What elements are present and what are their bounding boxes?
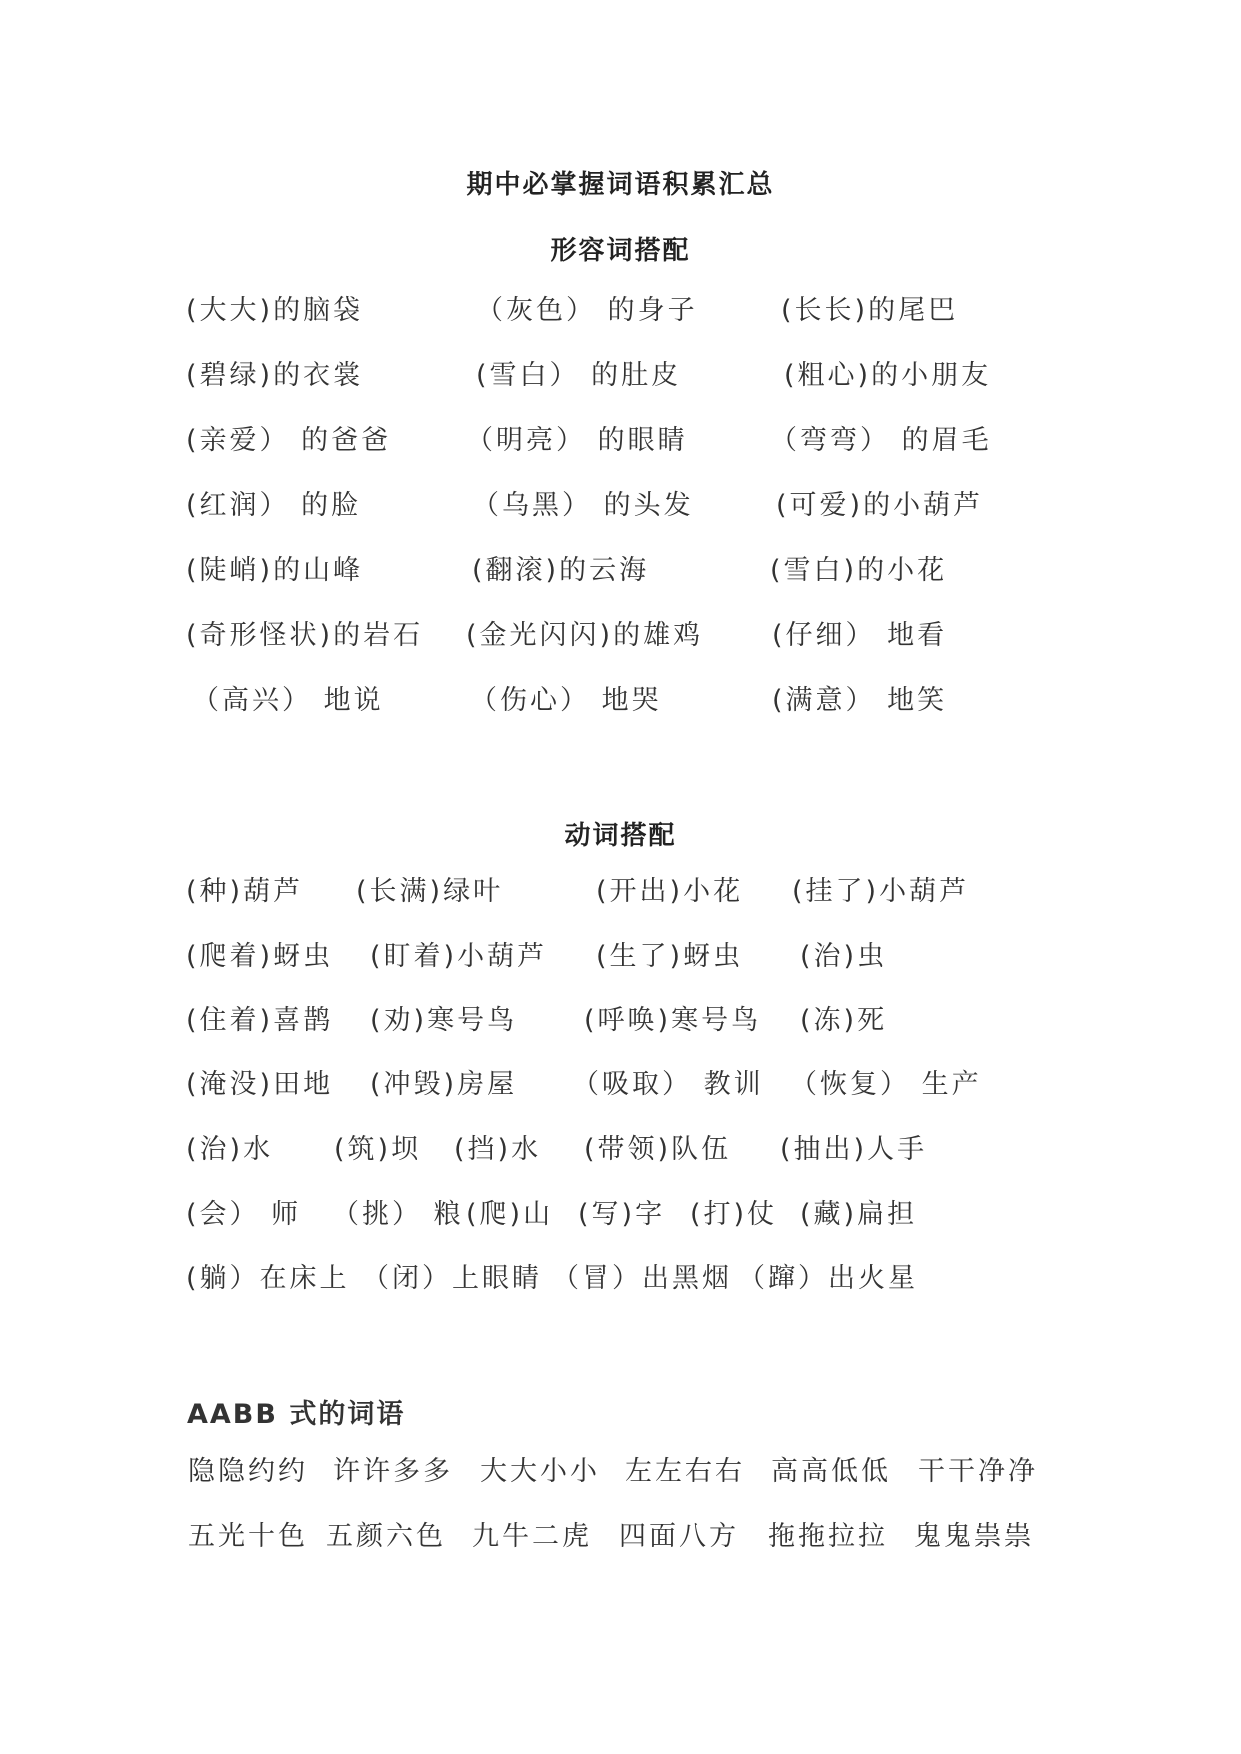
adjective-item: (亲爱） 的爸爸 [186, 425, 392, 456]
adjective-item: (金光闪闪)的雄鸡 [466, 620, 704, 651]
verb-section-heading: 动词搭配 [564, 821, 677, 851]
adjective-item: (大大)的脑袋 [186, 295, 364, 326]
aabb-word: 左左右右 [625, 1456, 745, 1487]
adjective-item: (翻滚)的云海 [472, 555, 650, 586]
aabb-word: 五颜六色 [326, 1521, 446, 1552]
verb-item: (开出)小花 [596, 876, 744, 907]
verb-item: (带领)队伍 [584, 1134, 732, 1165]
verb-item: (劝)寒号鸟 [370, 1005, 518, 1036]
verb-item: (冻)死 [800, 1005, 888, 1036]
aabb-word: 高高低低 [771, 1456, 891, 1487]
verb-item: (躺）在床上 [186, 1263, 350, 1294]
adjective-item: (红润） 的脸 [186, 490, 362, 521]
verb-item: (呼唤)寒号鸟 [584, 1005, 762, 1036]
aabb-section-heading: AABB 式的词语 [187, 1399, 406, 1430]
aabb-word: 拖拖拉拉 [768, 1521, 888, 1552]
verb-item: (写)字 [578, 1199, 666, 1230]
verb-item: （冒）出黑烟 [552, 1263, 732, 1294]
verb-item: (打)仗 [690, 1199, 778, 1230]
verb-item: (住着)喜鹊 [186, 1005, 334, 1036]
verb-item: (会） 师 [186, 1199, 302, 1230]
adjective-section-heading: 形容词搭配 [550, 236, 691, 266]
verb-item: （挑） 粮 [332, 1199, 464, 1230]
verb-item: (挡)水 [454, 1134, 542, 1165]
verb-item: (筑)坝 [334, 1134, 422, 1165]
aabb-word: 九牛二虎 [472, 1521, 592, 1552]
verb-item: （恢复） 生产 [790, 1069, 982, 1100]
aabb-word: 许许多多 [333, 1456, 453, 1487]
adjective-item: (陡峭)的山峰 [186, 555, 364, 586]
adjective-item: （弯弯） 的眉毛 [770, 425, 992, 456]
adjective-item: (粗心)的小朋友 [784, 360, 992, 391]
adjective-item: （乌黑） 的头发 [472, 490, 694, 521]
page-title: 期中必掌握词语积累汇总 [466, 170, 775, 200]
verb-item: (治)水 [186, 1134, 274, 1165]
adjective-item: (碧绿)的衣裳 [186, 360, 364, 391]
verb-item: （闭）上眼睛 [362, 1263, 542, 1294]
verb-item: (挂了)小葫芦 [792, 876, 970, 907]
aabb-word: 干干净净 [918, 1456, 1038, 1487]
verb-item: (爬)山 [466, 1199, 554, 1230]
adjective-item: (可爱)的小葫芦 [776, 490, 984, 521]
aabb-word: 五光十色 [188, 1521, 308, 1552]
adjective-item: (仔细） 地看 [772, 620, 948, 651]
verb-item: (种)葫芦 [186, 876, 304, 907]
adjective-item: (雪白)的小花 [770, 555, 948, 586]
aabb-word: 隐隐约约 [188, 1456, 308, 1487]
verb-item: (生了)蚜虫 [596, 941, 744, 972]
verb-item: (爬着)蚜虫 [186, 941, 334, 972]
adjective-item: (雪白） 的肚皮 [476, 360, 682, 391]
aabb-word: 鬼鬼祟祟 [914, 1521, 1034, 1552]
verb-item: （吸取） 教训 [572, 1069, 764, 1100]
verb-item: (淹没)田地 [186, 1069, 334, 1100]
adjective-item: （高兴） 地说 [192, 685, 384, 716]
aabb-word: 四面八方 [619, 1521, 739, 1552]
verb-item: (冲毁)房屋 [370, 1069, 518, 1100]
verb-item: (长满)绿叶 [356, 876, 504, 907]
verb-item: (治)虫 [800, 941, 888, 972]
verb-item: (藏)扁担 [800, 1199, 918, 1230]
adjective-item: (满意） 地笑 [772, 685, 948, 716]
adjective-item: (长长)的尾巴 [781, 295, 959, 326]
aabb-word: 大大小小 [480, 1456, 600, 1487]
verb-item: (盯着)小葫芦 [370, 941, 548, 972]
verb-item: (抽出)人手 [780, 1134, 928, 1165]
verb-item: （蹿）出火星 [738, 1263, 918, 1294]
adjective-item: （灰色） 的身子 [476, 295, 698, 326]
adjective-item: （伤心） 地哭 [470, 685, 662, 716]
adjective-item: （明亮） 的眼睛 [466, 425, 688, 456]
adjective-item: (奇形怪状)的岩石 [186, 620, 424, 651]
